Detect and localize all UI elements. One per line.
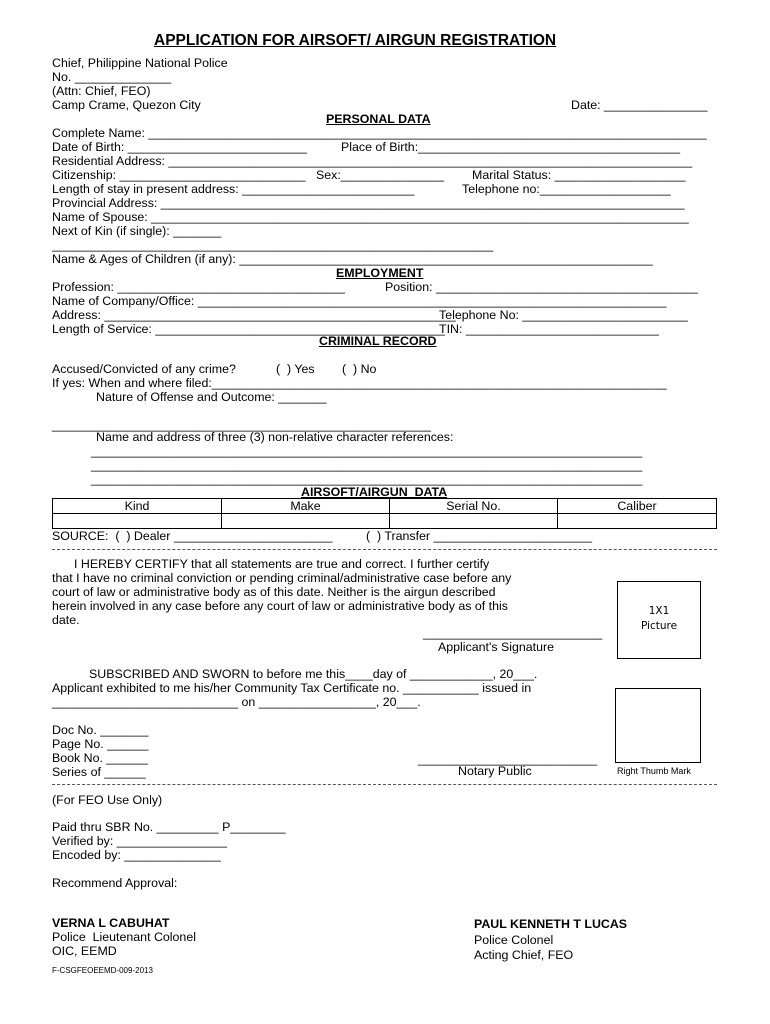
left-signatory-name: VERNA L CABUHAT (52, 916, 170, 930)
offense-blank-line[interactable]: _______________________________________________________ (52, 418, 432, 432)
picture-label: Picture (640, 620, 678, 632)
form-code: F-CSGFEOEEMD-009-2013 (52, 966, 153, 975)
book-no-field[interactable]: Book No. ______ (52, 751, 148, 765)
certify-line-5: date. (52, 613, 80, 627)
verified-by-field[interactable]: Verified by: ________________ (52, 834, 227, 848)
right-signatory-name: PAUL KENNETH T LUCAS (474, 917, 628, 931)
next-of-kin-field[interactable]: Next of Kin (if single): _______ (52, 224, 222, 238)
left-signatory-office: OIC, EEMD (52, 944, 117, 958)
marital-status-field[interactable]: Marital Status: ___________________ (472, 168, 686, 182)
profession-field[interactable]: Profession: _________________________________ (52, 280, 345, 294)
picture-box[interactable] (617, 581, 701, 659)
column-serial-no: Serial No. (390, 499, 558, 514)
serial-no-cell[interactable] (390, 514, 558, 529)
position-field[interactable]: Position: ______________________________________ (385, 280, 698, 294)
column-caliber: Caliber (558, 499, 717, 514)
certify-line-1: I HEREBY CERTIFY that all statements are true and correct. I further certify (74, 557, 490, 571)
length-of-stay-field[interactable]: Length of stay in present address: _________________________ (52, 182, 415, 196)
date-field[interactable]: Date: _______________ (571, 98, 708, 112)
certify-line-2: that I have no criminal conviction or pending criminal/administrative case before any (52, 571, 512, 585)
airgun-table-header (53, 499, 717, 514)
tin-field[interactable]: TIN: ____________________________ (439, 322, 659, 336)
accused-no-checkbox[interactable]: ( ) No (342, 362, 377, 376)
picture-size-label: 1X1 (648, 605, 670, 617)
airgun-table-row (53, 514, 717, 529)
provincial-address-field[interactable]: Provincial Address: ____________________________________________________________________________ (52, 196, 685, 210)
reference-2-field[interactable]: ________________________________________________________________________________ (91, 458, 643, 472)
personal-data-heading: PERSONAL DATA (326, 112, 431, 126)
applicant-signature-line[interactable]: __________________________ (423, 626, 603, 640)
applicant-signature-label: Applicant's Signature (438, 640, 555, 654)
thumb-mark-box[interactable] (615, 688, 701, 763)
airgun-table (52, 498, 717, 529)
notary-signature-line[interactable]: __________________________ (418, 752, 598, 766)
criminal-record-heading: CRIMINAL RECORD (319, 334, 437, 348)
when-where-filed-field[interactable]: If yes: When and where filed:__________________________________________________________________ (52, 376, 667, 390)
sworn-line-2[interactable]: Applicant exhibited to me his/her Community Tax Certificate no. ___________ issued in (52, 681, 532, 695)
length-of-service-field[interactable]: Length of Service: __________________________________________ (52, 322, 445, 336)
addressee-attn: (Attn: Chief, FEO) (52, 84, 151, 98)
complete-name-field[interactable]: Complete Name: _________________________________________________________________________________ (52, 126, 707, 140)
column-kind: Kind (53, 499, 222, 514)
accused-yes-checkbox[interactable]: ( ) Yes (276, 362, 315, 376)
addressee-line-1: Chief, Philippine National Police (52, 56, 228, 70)
telephone-field[interactable]: Telephone no:___________________ (462, 182, 671, 196)
form-title: APPLICATION FOR AIRSOFT/ AIRGUN REGISTRATION (154, 32, 557, 49)
character-references-label: Name and address of three (3) non-relative character references: (96, 430, 454, 444)
series-field[interactable]: Series of ______ (52, 765, 146, 779)
reference-1-field[interactable]: ________________________________________________________________________________ (91, 444, 643, 458)
make-cell[interactable] (222, 514, 390, 529)
kind-cell[interactable] (53, 514, 222, 529)
addressee-location: Camp Crame, Quezon City (52, 98, 201, 112)
reference-3-field[interactable]: ________________________________________________________________________________ (91, 472, 643, 486)
right-signatory-rank: Police Colonel (474, 933, 554, 947)
page-no-field[interactable]: Page No. ______ (52, 737, 149, 751)
thumb-mark-label: Right Thumb Mark (617, 766, 691, 776)
employment-telephone-field[interactable]: Telephone No: ________________________ (439, 308, 688, 322)
feo-divider (52, 784, 717, 785)
children-field[interactable]: Name & Ages of Children (if any): ____________________________________________________________ (52, 252, 653, 266)
date-of-birth-field[interactable]: Date of Birth: __________________________ (52, 140, 307, 154)
accused-question: Accused/Convicted of any crime? (52, 362, 236, 376)
right-signatory-office: Acting Chief, FEO (474, 948, 574, 962)
residential-address-field[interactable]: Residential Address: ____________________________________________________________________________ (52, 154, 693, 168)
citizenship-field[interactable]: Citizenship: ___________________________ (52, 168, 306, 182)
airgun-data-heading: AIRSOFT/AIRGUN DATA (301, 485, 448, 499)
doc-no-field[interactable]: Doc No. _______ (52, 723, 149, 737)
sbr-payment-field[interactable]: Paid thru SBR No. _________ P________ (52, 820, 286, 834)
next-of-kin-continuation[interactable]: ________________________________________________________________ (52, 238, 494, 252)
sex-field[interactable]: Sex:_______________ (316, 168, 445, 182)
left-signatory-rank: Police Lieutenant Colonel (52, 930, 196, 944)
source-transfer-field[interactable]: ( ) Transfer _______________________ (366, 529, 592, 543)
encoded-by-field[interactable]: Encoded by: ______________ (52, 848, 221, 862)
certify-line-4: herein involved in any case before any court of law or administrative body as of this (52, 599, 508, 613)
company-field[interactable]: Name of Company/Office: ____________________________________________________________________ (52, 294, 667, 308)
employment-heading: EMPLOYMENT (336, 266, 424, 280)
source-dealer-field[interactable]: SOURCE: ( ) Dealer _______________________ (52, 529, 333, 543)
caliber-cell[interactable] (558, 514, 717, 529)
sworn-line-1[interactable]: SUBSCRIBED AND SWORN to before me this____day of ____________, 20___. (89, 667, 538, 681)
sworn-line-3[interactable]: ___________________________ on _________________, 20___. (52, 695, 421, 709)
section-divider (52, 549, 717, 550)
recommend-approval-label: Recommend Approval: (52, 876, 178, 890)
certify-line-3: court of law or administrative body as of this date. Neither is the airgun described (52, 585, 496, 599)
addressee-number[interactable]: No. ______________ (52, 70, 172, 84)
spouse-name-field[interactable]: Name of Spouse: ______________________________________________________________________________ (52, 210, 689, 224)
notary-public-label: Notary Public (458, 764, 532, 778)
nature-of-offense-field[interactable]: Nature of Offense and Outcome: _______ (96, 390, 327, 404)
feo-use-heading: (For FEO Use Only) (52, 793, 163, 807)
column-make: Make (222, 499, 390, 514)
place-of-birth-field[interactable]: Place of Birth:______________________________________ (341, 140, 680, 154)
employment-address-field[interactable]: Address: ___________________________________________________ (52, 308, 456, 322)
